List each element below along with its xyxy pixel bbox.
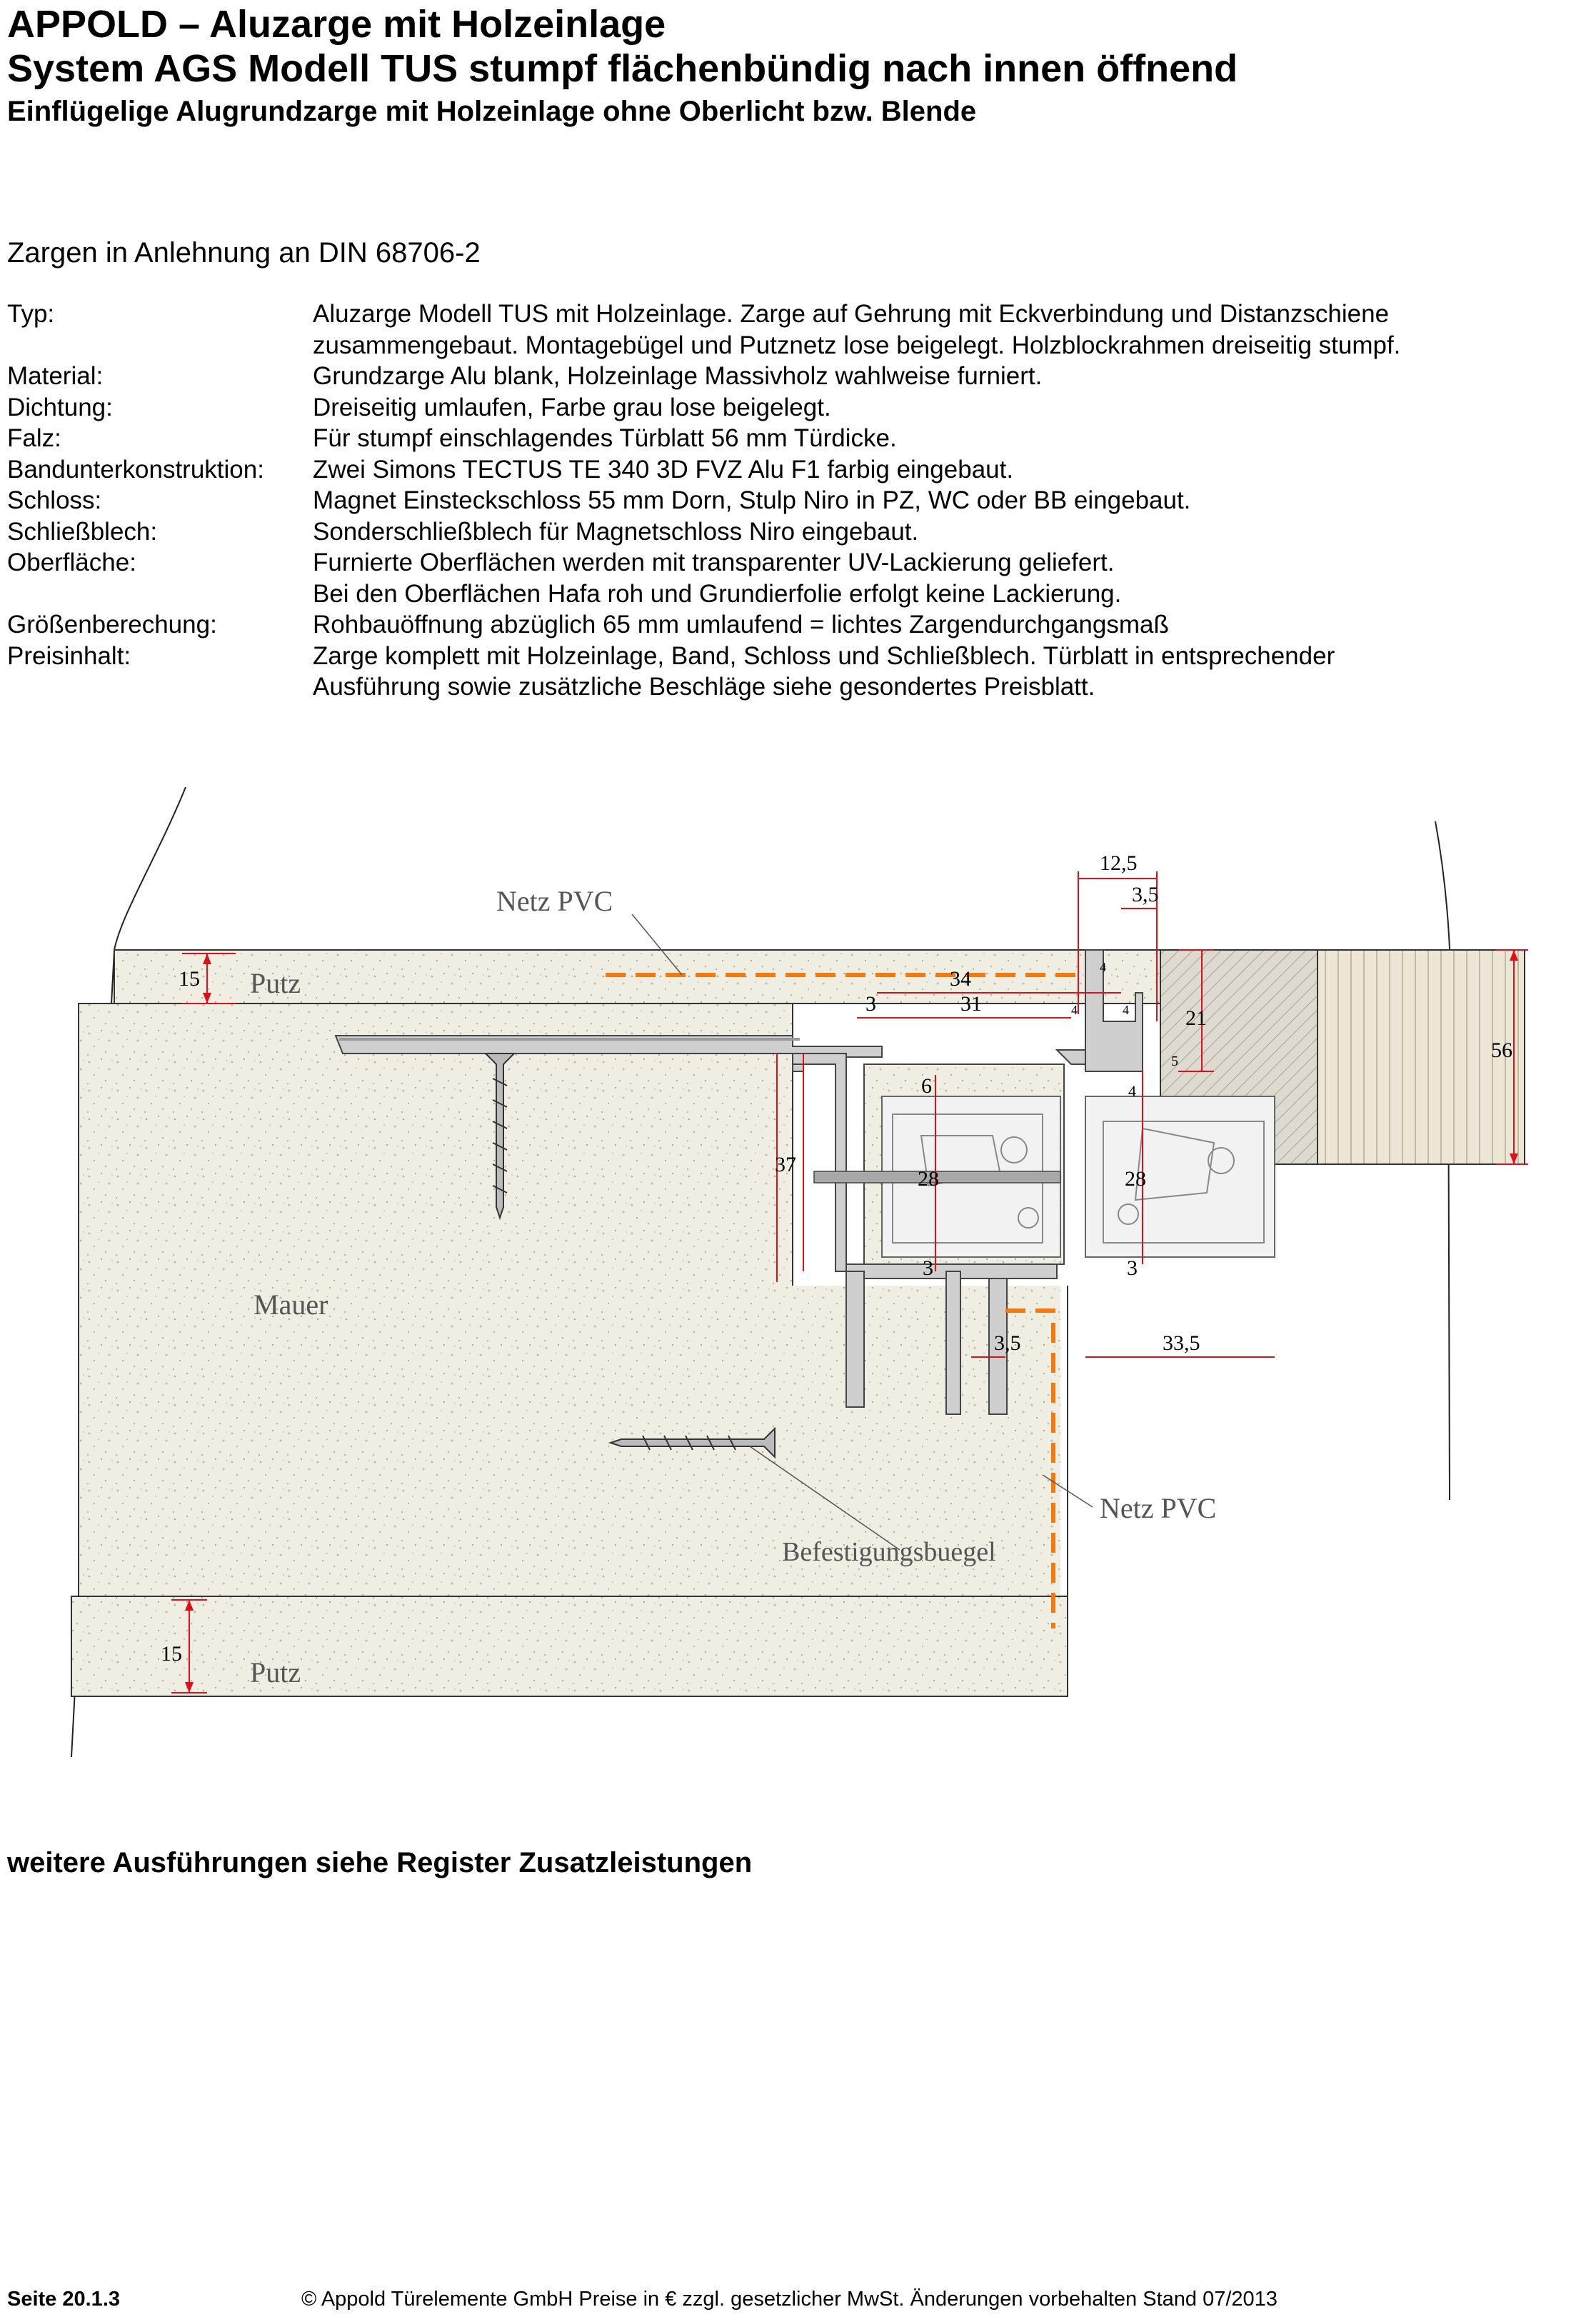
plaster-bottom bbox=[71, 1596, 1068, 1696]
dim-3-5-bottom: 3,5 bbox=[994, 1331, 1021, 1355]
dim-15-bottom: 15 bbox=[161, 1642, 182, 1666]
label-putz-bottom: Putz bbox=[250, 1656, 301, 1688]
spec-value bbox=[313, 392, 1578, 424]
spec-value-line: Zarge komplett mit Holzeinlage, Band, Schloss und Schließblech. Türblatt in entsprechender bbox=[313, 641, 1335, 670]
dim-4-a: 4 bbox=[1100, 960, 1106, 974]
footer-note: weitere Ausführungen siehe Register Zusatzleistungen bbox=[7, 1847, 753, 1878]
title-line-2: System AGS Modell TUS stumpf flächenbündig nach innen öffnend bbox=[7, 47, 1238, 90]
subtitle: Einflügelige Alugrundzarge mit Holzeinlage ohne Oberlicht bzw. Blende bbox=[7, 96, 977, 127]
spec-value-line: Magnet Einsteckschloss 55 mm Dorn, Stulp Niro in PZ, WC oder BB eingebaut. bbox=[313, 486, 1191, 514]
dim-3-b: 3 bbox=[1127, 1256, 1138, 1280]
dim-21: 21 bbox=[1185, 1006, 1207, 1030]
spec-row-schliessblech bbox=[7, 516, 1578, 548]
copyright: © Appold Türelemente GmbH Preise in € zzgl. gesetzlicher MwSt. Änderungen vorbehalten Stand 07/2013 bbox=[301, 2288, 1278, 2311]
spec-value-line: Ausführung sowie zusätzliche Beschläge siehe gesondertes Preisblatt. bbox=[313, 673, 1095, 701]
dim-28-a: 28 bbox=[918, 1167, 939, 1191]
spec-row-groesse bbox=[7, 609, 1578, 641]
spec-table bbox=[7, 299, 1578, 703]
spec-row-typ bbox=[7, 299, 1578, 361]
spec-label: Material: bbox=[7, 362, 104, 390]
dim-28-b: 28 bbox=[1125, 1167, 1146, 1191]
spec-value-line: Dreiseitig umlaufen, Farbe grau lose beigelegt. bbox=[313, 393, 831, 421]
title-line-1: APPOLD – Aluzarge mit Holzeinlage bbox=[7, 3, 666, 46]
dim-4-b: 4 bbox=[1071, 1003, 1078, 1017]
spec-value-line: Zwei Simons TECTUS TE 340 3D FVZ Alu F1 farbig eingebaut. bbox=[313, 455, 1014, 484]
wall bbox=[79, 1004, 793, 1596]
spec-value bbox=[313, 547, 1578, 609]
dim-34: 34 bbox=[950, 967, 971, 991]
spec-value bbox=[313, 423, 1578, 454]
spec-row-oberflaeche bbox=[7, 547, 1578, 609]
spec-value-line: zusammengebaut. Montagebügel und Putznetz lose beigelegt. Holzblockrahmen dreiseitig stumpf. bbox=[313, 331, 1401, 359]
spec-label: Schließblech: bbox=[7, 517, 158, 546]
dim-15-top: 15 bbox=[179, 967, 200, 991]
strike-case bbox=[1085, 1096, 1275, 1257]
spec-label: Typ: bbox=[7, 300, 55, 328]
label-putz-top: Putz bbox=[250, 967, 301, 999]
label-mauer: Mauer bbox=[254, 1288, 328, 1321]
label-befestigung: Befestigungsbuegel bbox=[782, 1537, 996, 1567]
spec-row-dichtung bbox=[7, 392, 1578, 424]
dim-33-5: 33,5 bbox=[1163, 1331, 1200, 1355]
spec-row-preisinhalt bbox=[7, 641, 1578, 703]
spec-value-line: Grundzarge Alu blank, Holzeinlage Massivholz wahlweise furniert. bbox=[313, 362, 1043, 390]
label-netz-top: Netz PVC bbox=[496, 885, 613, 917]
spec-row-falz bbox=[7, 423, 1578, 454]
dim-3-a: 3 bbox=[923, 1256, 933, 1280]
page-number: Seite 20.1.3 bbox=[7, 2288, 120, 2311]
spec-value-line: Sonderschließblech für Magnetschloss Niro eingebaut. bbox=[313, 517, 919, 546]
dim-3-5-top: 3,5 bbox=[1132, 883, 1159, 906]
spec-value-line: Rohbauöffnung abzüglich 65 mm umlaufend = lichtes Zargendurchgangsmaß bbox=[313, 611, 1169, 639]
spec-value bbox=[313, 299, 1578, 361]
spec-label: Oberfläche: bbox=[7, 549, 136, 576]
dim-12-5: 12,5 bbox=[1100, 851, 1138, 875]
dim-3-left: 3 bbox=[865, 992, 876, 1016]
spec-row-schloss bbox=[7, 485, 1578, 516]
label-netz-right: Netz PVC bbox=[1100, 1492, 1217, 1524]
dim-56: 56 bbox=[1491, 1039, 1512, 1062]
spec-value-line: Bei den Oberflächen Hafa roh und Grundierfolie erfolgt keine Lackierung. bbox=[313, 579, 1122, 608]
spec-value bbox=[313, 609, 1578, 641]
spec-row-material bbox=[7, 361, 1578, 392]
spec-label: Schloss: bbox=[7, 486, 102, 514]
spec-label: Dichtung: bbox=[7, 393, 113, 421]
spec-value bbox=[313, 516, 1578, 548]
spec-label: Größenberechung: bbox=[7, 611, 217, 639]
spec-label: Bandunterkonstruktion: bbox=[7, 455, 264, 484]
spec-value bbox=[313, 641, 1578, 703]
spec-value bbox=[313, 361, 1578, 392]
section-drawing bbox=[0, 771, 1596, 1771]
spec-value-line: Furnierte Oberflächen werden mit transparenter UV-Lackierung geliefert. bbox=[313, 549, 1115, 576]
spec-value bbox=[313, 485, 1578, 516]
norm-line: Zargen in Anlehnung an DIN 68706-2 bbox=[7, 237, 481, 269]
dim-4-c: 4 bbox=[1123, 1003, 1129, 1017]
spec-row-band bbox=[7, 454, 1578, 486]
spec-value-line: Für stumpf einschlagendes Türblatt 56 mm Türdicke. bbox=[313, 424, 897, 452]
dim-31: 31 bbox=[960, 992, 982, 1016]
spec-label: Preisinhalt: bbox=[7, 641, 131, 670]
dim-5: 5 bbox=[1171, 1054, 1178, 1069]
spec-value-line: Aluzarge Modell TUS mit Holzeinlage. Zarge auf Gehrung mit Eckverbindung und Distanzschiene bbox=[313, 300, 1390, 328]
spec-value bbox=[313, 454, 1578, 486]
dim-6: 6 bbox=[921, 1074, 932, 1098]
dim-37: 37 bbox=[775, 1153, 796, 1176]
dim-4-d: 4 bbox=[1128, 1082, 1136, 1100]
spec-label: Falz: bbox=[7, 424, 61, 452]
